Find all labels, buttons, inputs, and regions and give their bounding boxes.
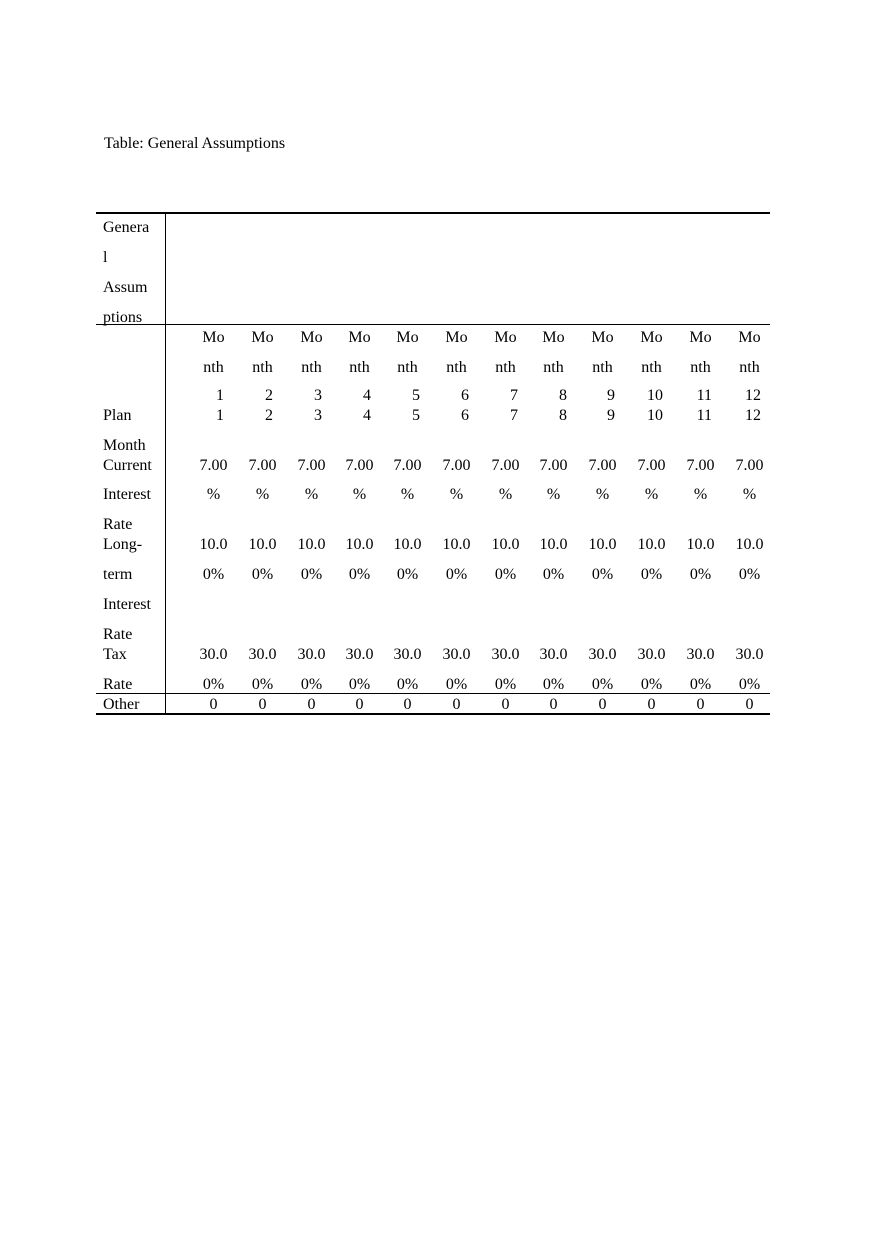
row-label: Month [103, 437, 146, 454]
table-cell: 10.0 [539, 536, 568, 553]
month-header-number: 8 [559, 387, 567, 404]
month-header-word: nth [641, 359, 662, 376]
row-label: Current [103, 457, 152, 474]
row-label: Rate [103, 626, 133, 643]
table-cell: 5 [412, 407, 420, 424]
table-cell: 0 [598, 696, 607, 713]
table-cell: 30.0 [539, 646, 568, 663]
table-cell: 0 [501, 696, 510, 713]
table-cell: 4 [363, 407, 371, 424]
table-cell: 0 [549, 696, 558, 713]
month-header-word: nth [301, 359, 322, 376]
month-header-word: Mo [202, 329, 225, 346]
month-header-word: nth [495, 359, 516, 376]
table-cell: 7.00 [442, 457, 471, 474]
table-cell: % [644, 486, 659, 503]
table-cell: 30.0 [491, 646, 520, 663]
row-label: Rate [103, 676, 133, 693]
table-cell: 10 [647, 407, 663, 424]
table-cell: 0% [689, 566, 712, 583]
table-cell: 7.00 [637, 457, 666, 474]
table-cell: % [449, 486, 464, 503]
stub-header-line: Assum [103, 279, 148, 296]
table-cell: 30.0 [393, 646, 422, 663]
month-header-word: nth [592, 359, 613, 376]
table-cell: 10.0 [442, 536, 471, 553]
table-cell: 0% [738, 676, 761, 693]
table-cell: 8 [559, 407, 567, 424]
month-header-word: Mo [300, 329, 323, 346]
table-cell: 0% [640, 676, 663, 693]
table-cell: % [400, 486, 415, 503]
table-cell: 7.00 [393, 457, 422, 474]
page-title: Table: General Assumptions [104, 135, 286, 152]
table-cell: % [742, 486, 757, 503]
table-cell: 30.0 [345, 646, 374, 663]
table-cell: 10.0 [199, 536, 228, 553]
month-header-word: Mo [738, 329, 761, 346]
table-cell: 0% [640, 566, 663, 583]
table-cell: 7.00 [199, 457, 228, 474]
table-cell: 3 [314, 407, 322, 424]
month-header-word: nth [252, 359, 273, 376]
table-cell: % [352, 486, 367, 503]
month-header-number: 1 [216, 387, 224, 404]
table-cell: 30.0 [686, 646, 715, 663]
month-header-word: Mo [591, 329, 614, 346]
row-label: term [103, 566, 133, 583]
table-cell: 11 [696, 407, 712, 424]
row-label: Long- [103, 536, 143, 553]
table-cell: 0% [445, 566, 468, 583]
table-cell: 7.00 [735, 457, 764, 474]
table-cell: % [206, 486, 221, 503]
month-header-word: Mo [689, 329, 712, 346]
month-header-number: 7 [510, 387, 518, 404]
month-header-word: Mo [542, 329, 565, 346]
table-cell: 10.0 [248, 536, 277, 553]
table-cell: 10.0 [588, 536, 617, 553]
month-header-number: 6 [461, 387, 469, 404]
stub-header-line: l [103, 249, 108, 266]
table-top-rule [96, 212, 770, 214]
month-header-word: Mo [396, 329, 419, 346]
table-cell: 9 [607, 407, 615, 424]
table-cell: 0% [738, 566, 761, 583]
table-cell: 0% [300, 566, 323, 583]
month-header-number: 5 [412, 387, 420, 404]
table-cell: 1 [216, 407, 224, 424]
month-header-number: 2 [265, 387, 273, 404]
table-cell: 0 [355, 696, 364, 713]
table-cell: 6 [461, 407, 469, 424]
table-cell: 30.0 [248, 646, 277, 663]
table-cell: 7.00 [686, 457, 715, 474]
stub-header-line: ptions [103, 309, 143, 326]
table-cell: % [693, 486, 708, 503]
table-cell: 0% [591, 566, 614, 583]
table-cell: 10.0 [686, 536, 715, 553]
month-header-word: Mo [348, 329, 371, 346]
table-cell: 0% [348, 566, 371, 583]
table-cell: 2 [265, 407, 273, 424]
table-cell: 12 [745, 407, 761, 424]
table-cell: 10.0 [637, 536, 666, 553]
table-cell: 0 [696, 696, 705, 713]
table-cell: 0 [647, 696, 656, 713]
table-cell: % [498, 486, 513, 503]
month-header-word: Mo [445, 329, 468, 346]
table-cell: 7.00 [297, 457, 326, 474]
table-cell: 0% [689, 676, 712, 693]
table-cell: % [304, 486, 319, 503]
table-cell: 0 [403, 696, 412, 713]
month-header-number: 12 [745, 387, 761, 404]
table-cell: 0% [396, 566, 419, 583]
table-cell: 30.0 [588, 646, 617, 663]
table-cell: 0% [542, 676, 565, 693]
table-cell: 7.00 [539, 457, 568, 474]
month-header-number: 10 [647, 387, 663, 404]
table-cell: 7.00 [588, 457, 617, 474]
table-cell: 30.0 [297, 646, 326, 663]
month-header-number: 4 [363, 387, 371, 404]
month-header-word: nth [349, 359, 370, 376]
month-header-word: nth [397, 359, 418, 376]
stub-column-divider [165, 212, 166, 715]
table-cell: 0% [445, 676, 468, 693]
table-cell: 0% [494, 566, 517, 583]
month-header-word: nth [690, 359, 711, 376]
row-label: Plan [103, 407, 132, 424]
table-cell: 0% [202, 676, 225, 693]
header-bottom-rule [96, 324, 770, 325]
month-header-number: 11 [696, 387, 712, 404]
month-header-word: Mo [251, 329, 274, 346]
table-cell: 30.0 [442, 646, 471, 663]
table-cell: 0 [307, 696, 316, 713]
table-cell: 7.00 [491, 457, 520, 474]
month-header-word: nth [446, 359, 467, 376]
row-label: Interest [103, 486, 151, 503]
month-header-number: 9 [607, 387, 615, 404]
table-cell: 0 [258, 696, 267, 713]
table-cell: 10.0 [393, 536, 422, 553]
row-label: Other [103, 696, 140, 713]
table-cell: % [595, 486, 610, 503]
table-cell: 0% [251, 676, 274, 693]
table-cell: 0 [452, 696, 461, 713]
table-cell: 10.0 [345, 536, 374, 553]
month-header-number: 3 [314, 387, 322, 404]
table-cell: 0 [209, 696, 218, 713]
table-cell: 0% [542, 566, 565, 583]
table-cell: 10.0 [297, 536, 326, 553]
table-cell: 0% [251, 566, 274, 583]
row-label: Tax [103, 646, 127, 663]
month-header-word: Mo [640, 329, 663, 346]
row-label: Interest [103, 596, 151, 613]
table-cell: 7 [510, 407, 518, 424]
table-cell: 0% [494, 676, 517, 693]
table-cell: 0% [300, 676, 323, 693]
stub-header-line: Genera [103, 219, 150, 236]
month-header-word: nth [739, 359, 760, 376]
table-cell: 30.0 [199, 646, 228, 663]
table-cell: 7.00 [345, 457, 374, 474]
table-cell: 0% [202, 566, 225, 583]
month-header-word: Mo [494, 329, 517, 346]
table-cell: 0% [348, 676, 371, 693]
month-header-word: nth [543, 359, 564, 376]
table-cell: % [546, 486, 561, 503]
table-cell: 7.00 [248, 457, 277, 474]
table-cell: 0% [396, 676, 419, 693]
table-cell: 10.0 [735, 536, 764, 553]
month-header-word: nth [203, 359, 224, 376]
row-label: Rate [103, 516, 133, 533]
table-cell: 10.0 [491, 536, 520, 553]
table-cell: 0 [745, 696, 754, 713]
table-cell: % [255, 486, 270, 503]
table-cell: 0% [591, 676, 614, 693]
table-cell: 30.0 [735, 646, 764, 663]
table-cell: 30.0 [637, 646, 666, 663]
